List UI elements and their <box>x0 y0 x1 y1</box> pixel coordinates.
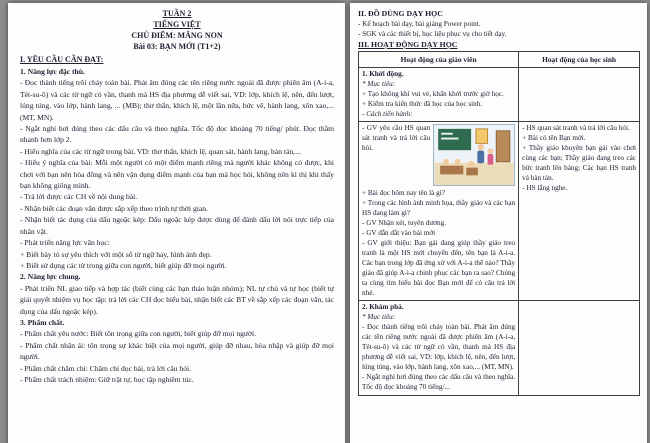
paragraph: - GV Nhận xét, tuyên dương. <box>362 219 447 227</box>
paragraph: - Kế hoạch bài dạy, bài giảng Power point. <box>358 20 481 28</box>
paragraph: - Phẩm chất trách nhiệm: Giữ trật tự, học tập nghiêm túc. <box>20 374 194 384</box>
table-row <box>359 301 640 396</box>
teacher-cell <box>359 301 519 396</box>
paragraph: 1. Năng lực đặc thù. <box>20 67 85 76</box>
paragraph: * Mục tiêu: <box>362 80 396 88</box>
student-cell <box>519 122 640 301</box>
table-row <box>359 68 640 122</box>
paragraph: - Ngắt nghỉ hơi đúng theo các dấu câu và theo nghĩa. Tốc độ đọc khoảng 70 tiếng/... <box>362 373 516 391</box>
activity-heading: 2. Khám phá. <box>362 303 404 311</box>
paragraph: - HS lắng nghe. <box>522 184 568 192</box>
student-cell <box>519 68 640 122</box>
paragraph: - Ngắt nghỉ hơi đúng theo các dấu câu và theo nghĩa. Tốc độ đọc khoảng 70 tiếng/ phút. Đọc thầm nhanh hơn lớp 2. <box>20 124 334 145</box>
doc-theme-title: CHỦ ĐIỂM: MĂNG NON <box>131 31 223 40</box>
paragraph: - Phẩm chất yêu nước: Biết tôn trọng giữa con người, biết giúp đỡ mọi người. <box>20 329 257 339</box>
page-left[interactable] <box>8 3 345 443</box>
doc-week-title: TUẦN 2 <box>162 9 192 18</box>
activity-heading: 1. Khởi động. <box>362 70 404 78</box>
paragraph: + Trong các hình ảnh minh họa, thầy giáo và các bạn HS đang làm gì? <box>362 199 516 217</box>
paragraph: + Kiểm tra kiến thức đã học của học sinh. <box>362 100 483 108</box>
paragraph: - Trả lời được các CH về nội dung bài. <box>20 192 138 202</box>
paragraph: - Phát triển năng lực văn học: <box>20 238 110 248</box>
section-3-heading: III. HOẠT ĐỘNG DẠY HỌC <box>358 40 458 49</box>
teacher-cell <box>359 122 519 301</box>
paragraph: - Hiểu nghĩa của các từ ngữ trong bài, VD: thơ thẩn, khích lệ, quan sát, hành lang, bàn tán,... <box>20 146 301 156</box>
paragraph: - Đọc thành tiếng trôi chảy toàn bài. Phát âm đúng các tên riêng nước ngoài đã được phiên âm (A-i-a, Tét-su-ô) và các từ ngữ có vần, thanh mà HS địa phương dễ viết sai, VD: lớp, khích lệ, nên, đến lượt, lúng túng, vào lớp, hành lang, xôn xao,... (MT, MN). <box>362 323 516 371</box>
doc-lesson-title: Bài 03: BẠN MỚI (T1+2) <box>133 42 221 51</box>
paragraph: + Biết sử dụng các từ trong giữa con người, biết giúp đỡ mọi người. <box>20 260 227 270</box>
paragraph: + Bài đọc hôm nay tên là gì? <box>362 189 445 197</box>
paragraph: - Cách tiến hành: <box>362 110 413 118</box>
student-cell <box>519 301 640 396</box>
paragraph: + Biết bày tỏ sự yêu thích với một số từ ngữ hay, hình ảnh đẹp. <box>20 249 212 259</box>
paragraph: - Hiểu ý nghĩa của bài: Mỗi một người có một điểm mạnh riêng mà người khác không có được, khi chơi với bạn nên hòa đồng và nên vận dụng điểm mạnh của bạn mà học hỏi, không nên kì thị khi thấy bạn không giống mình. <box>20 158 334 191</box>
paragraph: + Tạo không khí vui vẻ, khấn khởi trước giờ học. <box>362 90 504 98</box>
paragraph: + Bài có tên Bạn mới. <box>522 134 586 142</box>
table-header-row <box>359 52 640 68</box>
paragraph: - Nhận biết các đoạn văn được sắp xếp theo trình tự thời gian. <box>20 203 208 213</box>
teacher-cell <box>359 68 519 122</box>
paragraph: - GV giới thiệu: Bạn gái đang giúp thầy giáo treo tranh là một HS mới chuyển đến, tên bạn là A-i-a. Các bạn trong lớp đã ứng xử với A-i-a thế nào? Thầy giáo đã giúp A-i-a chinh phục các bạn ra sao? Chúng ta cùng tìm hiểu bài đọc Bạn mới để có câu trả lời nhé. <box>362 239 516 297</box>
paragraph: - GV yêu cầu HS quan sát tranh và trả lời câu hỏi. <box>362 124 431 152</box>
classroom-illustration <box>433 124 515 186</box>
paragraph: - HS quan sát tranh và trả lời câu hỏi. <box>522 124 630 132</box>
teacher-column-header: Hoạt động của giáo viên <box>359 52 519 68</box>
paragraph: - Phẩm chất nhân ái: tôn trọng sự khác biệt của mọi người, giúp đỡ nhau, hòa nhập và giúp đỡ mọi người. <box>20 340 334 362</box>
paragraph: - GV dẫn dắt vào bài mới <box>362 229 436 237</box>
paragraph: * Mục tiêu: <box>362 313 396 321</box>
paragraph: - Phát triển NL giao tiếp và hợp tác (biết cùng các bạn thảo luận nhóm); NL tự chủ và tự học (biết tự giải quyết nhiệm vụ học tập: trả lời các CH đọc hiểu bài, nhận biết các BT về sắp xếp các đoạn văn, tác dụng của dấu ngoặc kép). <box>20 283 334 316</box>
paragraph: - Phẩm chất chăm chỉ: Chăm chỉ đọc bài, trả lời câu hỏi. <box>20 363 192 373</box>
paragraph: + Thầy giáo khuyên bạn gái vào chơi cùng các bạn; Thầy giáo đang treo các bức tranh lên bảng; Các bạn HS tranh và bàn tán. <box>522 144 636 182</box>
doc-subject-title: TIẾNG VIỆT <box>153 20 201 29</box>
activity-table <box>358 51 640 396</box>
paragraph: - Đọc thành tiếng trôi chảy toàn bài. Phát âm đúng các tên riêng nước ngoài đã được phiên âm (A-i-a, Tét-su-ô) và các từ ngữ có vần, thanh mà HS địa phương dễ viết sai, VD: lớp, khích lệ, nên, đến lượt, lúng túng, vào lớp, hành lang, ... (MB); thơ thẩn, khích lệ, một lần nữa, bức vẽ, hành lang, xôn xao,... (MT, MN). <box>20 78 334 122</box>
paragraph: 3. Phẩm chất. <box>20 317 65 327</box>
table-row <box>359 122 640 301</box>
page-right[interactable] <box>350 3 647 443</box>
section-1-heading: I. YÊU CẦU CẦN ĐẠT: <box>20 55 104 64</box>
paragraph: - SGK và các thiết bị, học liệu phục vụ cho tiết dạy. <box>358 30 507 38</box>
student-column-header: Hoạt động của học sinh <box>519 52 640 68</box>
paragraph: 2. Năng lực chung. <box>20 272 81 282</box>
section-2-heading: II. ĐỒ DÙNG DẠY HỌC <box>358 9 443 18</box>
paragraph: - Nhận biết tác dụng của dấu ngoặc kép: Dấu ngoặc kép được dùng để đánh dấu lời nói trực tiếp của nhân vật. <box>20 215 334 236</box>
